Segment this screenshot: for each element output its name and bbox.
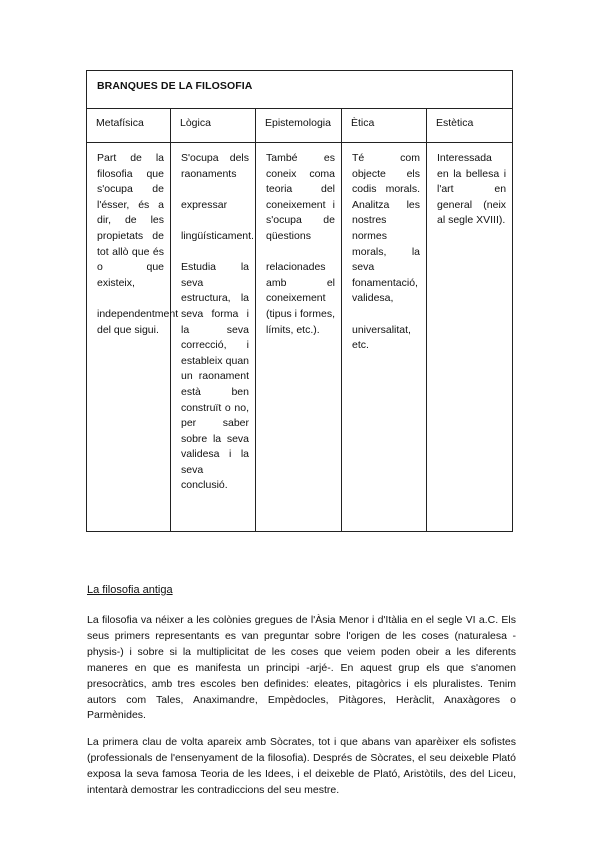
table-header-row xyxy=(87,109,513,143)
header-estetica xyxy=(427,109,513,143)
cell-logica xyxy=(171,143,256,532)
branches-table xyxy=(86,70,513,532)
cell-text: Té com objecte els codis morals. Analitza les nostres normes morals, la seva fonamentació, validesa, universalitat, etc. xyxy=(352,152,420,352)
cell-text: També es coneix coma teoria del coneixement i s'ocupa de qüestions relacionades amb el coneixement (tipus i formes, límits, etc.). xyxy=(266,152,335,336)
header-label: Estètica xyxy=(436,117,474,129)
header-label: Lògica xyxy=(180,117,211,129)
table-title-cell xyxy=(87,71,513,109)
paragraph: La filosofia va néixer a les colònies gregues de l'Àsia Menor i d'Itàlia en el segle VI a.C. Els seus primers representants es van preguntar sobre l'origen de les coses (naturalesa -physis-) i sobre si la multiplicitat de les coses que veiem poden obeir a les diferents maneres en que es manifesta un principi -arjé-. En aquest grup els que s'anomen presocràtics, amb tres escoles ben definides: eleates, pitagòrics i els pluralistes. Tenim autors com Tales, Anaximandre, Empèdocles, Pitàgores, Heràclit, Anaxàgores o Parmènides. xyxy=(87,614,516,722)
header-label: Metafísica xyxy=(96,117,144,129)
table-body-row xyxy=(87,143,513,532)
table-title: BRANQUES DE LA FILOSOFIA xyxy=(97,80,253,92)
cell-text: Interessada en la bellesa i l'art en general (neix al segle XVIII). xyxy=(437,152,507,227)
cell-estetica xyxy=(427,143,513,532)
header-label: Ètica xyxy=(351,117,375,129)
cell-epistemologia xyxy=(256,143,342,532)
cell-text: S'ocupa dels raonaments expressar lingüísticament. Estudia la seva estructura, la seva forma i la seva correcció, i estableix quan un raonament està ben construït o no, per saber sobre la seva validesa i la seva conclusió. xyxy=(181,152,254,492)
section-title: La filosofia antiga xyxy=(87,584,173,596)
header-metafisica xyxy=(87,109,171,143)
cell-text: Part de la filosofia que s'ocupa de l'ésser, és a dir, de les propietats de tot allò que és o que existeix, independentment del que sigui. xyxy=(97,152,179,336)
header-logica xyxy=(171,109,256,143)
header-etica xyxy=(342,109,427,143)
header-epistemologia xyxy=(256,109,342,143)
cell-etica xyxy=(342,143,427,532)
paragraph: La primera clau de volta apareix amb Sòcrates, tot i que abans van aparèixer els sofistes (professionals de l'ensenyament de la filosofia). Després de Sòcrates, el seu deixeble Plató exposa la seva famosa Teoria de les Idees, i el deixeble de Plató, Aristòtils, des del Liceu, intentarà demostrar les contradiccions del seu mestre. xyxy=(87,736,516,796)
header-label: Epistemologia xyxy=(265,117,331,129)
table-title-row xyxy=(87,71,513,109)
cell-metafisica xyxy=(87,143,179,532)
